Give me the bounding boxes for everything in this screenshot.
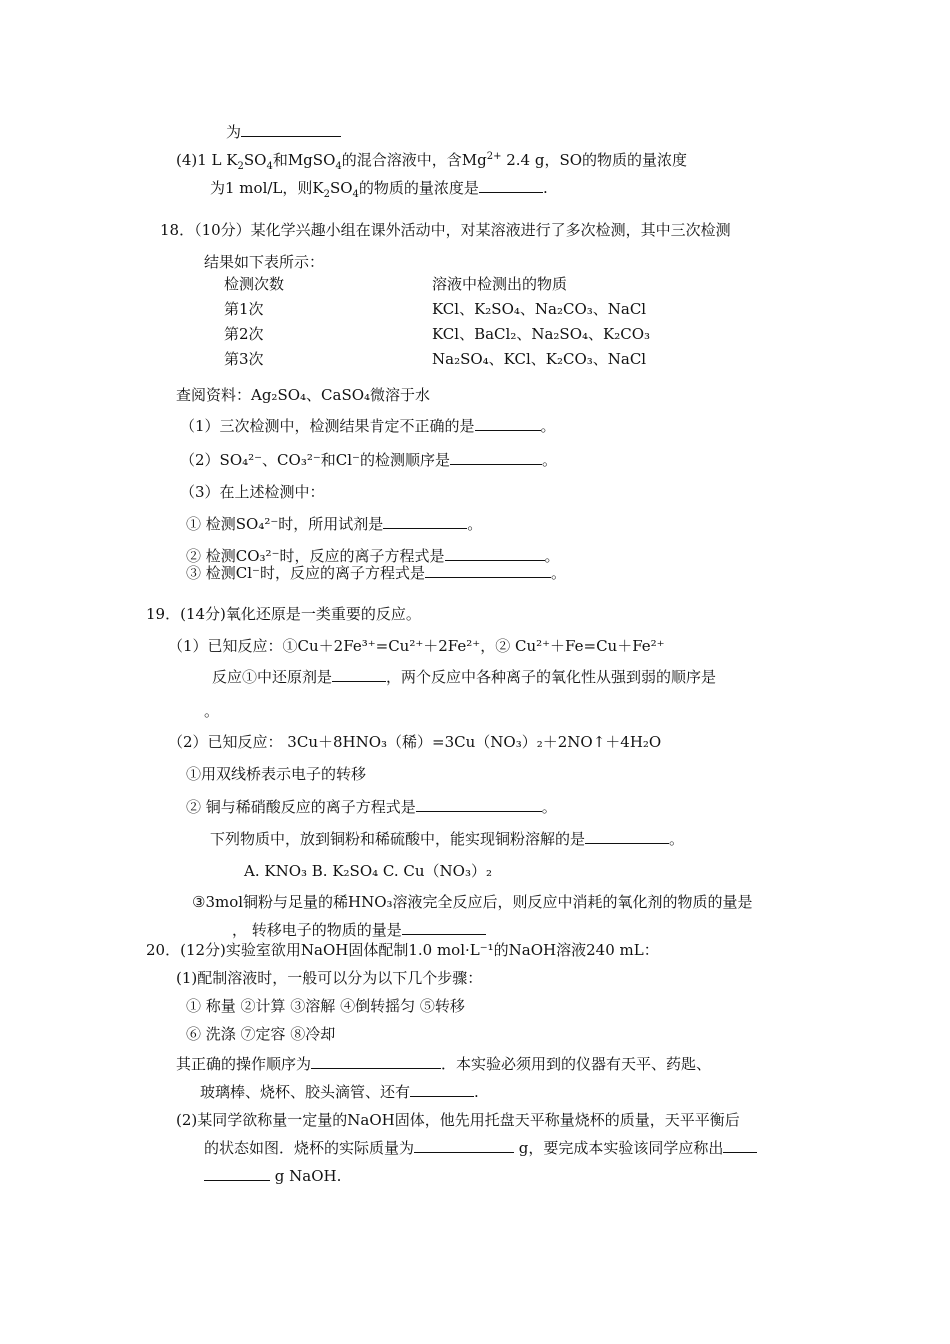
question-19-1: （1）已知反应：①Cu＋2Fe³⁺=Cu²⁺＋2Fe²⁺，② Cu²⁺＋Fe=Cu＋Fe²⁺	[168, 637, 665, 655]
question-20-2: (2)某同学欲称量一定量的NaOH固体，他先用托盘天平称量烧杯的质量，天平平衡后	[176, 1111, 740, 1129]
question-19-1-c: 。	[204, 702, 220, 720]
question-20-order: 其正确的操作顺序为 ．本实验必须用到的仪器有天平、药匙、	[176, 1055, 712, 1073]
answer-blank[interactable]	[723, 1138, 757, 1153]
answer-blank[interactable]	[450, 450, 542, 465]
table-row-content: KCl、K₂SO₄、Na₂CO₃、NaCl	[432, 300, 647, 318]
question-18-subtitle: 结果如下表所示：	[204, 253, 325, 271]
question-18-2: （2）SO₄²⁻、CO₃²⁻和Cl⁻的检测顺序是 。	[180, 451, 557, 469]
answer-blank[interactable]	[475, 416, 541, 431]
table-header-substances: 溶液中检测出的物质	[432, 275, 568, 293]
answer-blank[interactable]	[204, 1166, 270, 1181]
table-row-content: Na₂SO₄、KCl、K₂CO₃、NaCl	[432, 350, 647, 368]
question-20-1: (1)配制溶液时，一般可以分为以下几个步骤：	[176, 969, 483, 987]
question-20-instruments: 玻璃棒、烧杯、胶头滴管、还有 .	[200, 1083, 479, 1101]
question-4-line2: 为1 mol/L，则$K_2SO_4$的物质的量浓度是 .	[210, 179, 548, 200]
question-18-3: （3）在上述检测中：	[180, 483, 325, 501]
answer-blank[interactable]	[402, 920, 486, 935]
table-row-label: 第1次	[224, 300, 264, 318]
answer-blank[interactable]	[410, 1082, 474, 1097]
question-19-2-3: 下列物质中，放到铜粉和稀硫酸中，能实现铜粉溶解的是 。	[210, 830, 685, 848]
question-20-steps-row1: ① 称量 ②计算 ③溶解 ④倒转摇匀 ⑤转移	[186, 997, 465, 1015]
reference-note: 查阅资料：Ag₂SO₄、CaSO₄微溶于水	[176, 386, 431, 404]
question-18-1: （1）三次检测中，检测结果肯定不正确的是 。	[180, 417, 556, 435]
answer-blank[interactable]	[311, 1054, 441, 1069]
question-18-title: 18．（10分）某化学兴趣小组在课外活动中，对某溶液进行了多次检测，其中三次检测	[160, 221, 731, 239]
question-18-3-3: ③ 检测Cl⁻时，反应的离子方程式是 。	[186, 564, 566, 582]
question-19-2-4: ③3mol铜粉与足量的稀HNO₃溶液完全反应后，则反应中消耗的氧化剂的物质的量是	[192, 893, 753, 911]
question-20-2-b: 的状态如图．烧杯的实际质量为 g，要完成本实验该同学应称出	[204, 1138, 757, 1158]
question-4-line1: (4)1 L $K_2SO_4$和MgSO$_4$的混合溶液中，含$Mg^{2+}$ 2.4 g，SO的物质的量浓度	[176, 151, 688, 172]
question-19-2-5: ， 转移电子的物质的量是	[232, 920, 486, 940]
question-19-1-b: 反应①中还原剂是 ，两个反应中各种离子的氧化性从强到弱的顺序是	[212, 668, 717, 686]
answer-blank[interactable]	[241, 122, 341, 137]
question-19-2-2: ② 铜与稀硝酸反应的离子方程式是 。	[186, 798, 557, 816]
line-blank-prev: 为	[226, 122, 341, 142]
question-18-3-1: ① 检测SO₄²⁻时，所用试剂是 。	[186, 515, 483, 533]
question-20-2-c: g NaOH.	[204, 1166, 341, 1186]
answer-blank[interactable]	[425, 563, 551, 578]
answer-blank[interactable]	[445, 546, 545, 561]
question-20-title: 20．(12分)实验室欲用NaOH固体配制1.0 mol·L⁻¹的NaOH溶液240 mL：	[146, 941, 659, 959]
answer-blank[interactable]	[414, 1138, 514, 1153]
question-18-3-2: ② 检测CO₃²⁻时，反应的离子方程式是 。	[186, 547, 560, 565]
answer-blank[interactable]	[479, 178, 543, 193]
answer-blank[interactable]	[383, 514, 467, 529]
table-row-label: 第3次	[224, 350, 264, 368]
answer-blank[interactable]	[332, 667, 386, 682]
question-19-options: A. KNO₃ B. K₂SO₄ C. Cu（NO₃）₂	[244, 862, 492, 880]
table-row-label: 第2次	[224, 325, 264, 343]
question-19-title: 19．(14分)氧化还原是一类重要的反应。	[146, 605, 421, 623]
answer-blank[interactable]	[416, 797, 542, 812]
table-row-content: KCl、BaCl₂、Na₂SO₄、K₂CO₃	[432, 325, 651, 343]
table-header-count: 检测次数	[224, 275, 285, 293]
question-20-steps-row2: ⑥ 洗涤 ⑦定容 ⑧冷却	[186, 1025, 336, 1043]
question-19-2-1: ①用双线桥表示电子的转移	[186, 765, 367, 783]
answer-blank[interactable]	[585, 829, 669, 844]
question-19-2: （2）已知反应： 3Cu＋8HNO₃（稀）=3Cu（NO₃）₂＋2NO↑＋4H₂O	[168, 733, 662, 751]
